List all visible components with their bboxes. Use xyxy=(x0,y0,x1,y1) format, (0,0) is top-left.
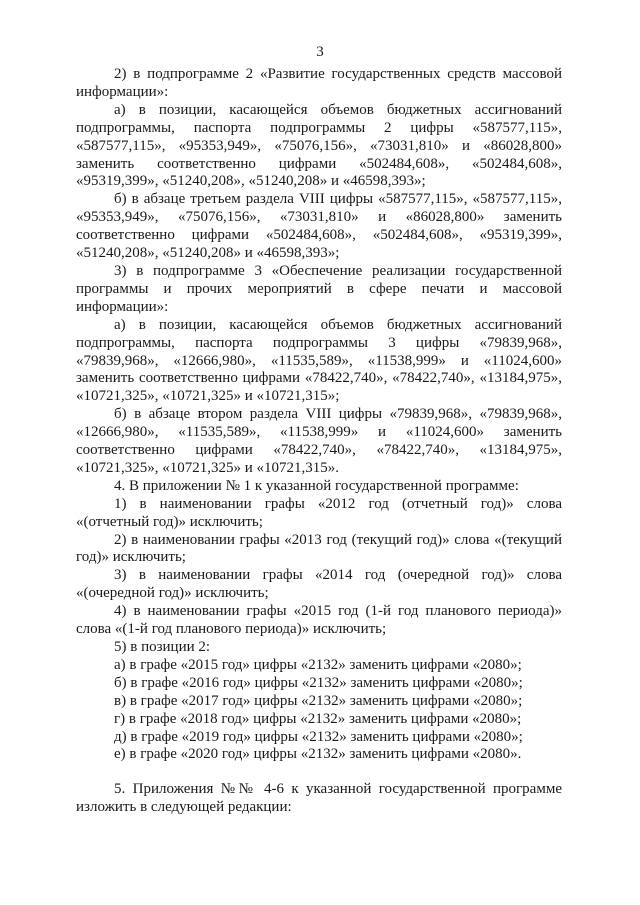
paragraph-item-5-v: в) в графе «2017 год» цифры «2132» заменить цифрами «2080»; xyxy=(114,692,523,709)
paragraph-appendix-1-item-3: 3) в наименовании графы «2014 год (очередной год)» слова «(очередной год)» исключить; xyxy=(76,567,562,602)
paragraph-item-5-a: а) в графе «2015 год» цифры «2132» заменить цифрами «2080»; xyxy=(114,656,522,673)
paragraph-item-5-d: д) в графе «2019 год» цифры «2132» заменить цифрами «2080»; xyxy=(114,728,523,745)
page-number: 3 xyxy=(316,44,324,60)
paragraph-subprogram-3-item-a: а) в позиции, касающейся объемов бюджетных ассигнований подпрограммы, паспорта подпрограммы 3 цифры «79839,968», «79839,968», «12666,980», «11535,589», «11538,999» и «11024,600» заменить соответственно цифрами «78422,740», «78422,740», «13184,975», «10721,325», «10721,325» и «10721,315»; xyxy=(76,316,562,405)
paragraph-appendices-4-6: 5. Приложения №№ 4-6 к указанной государственной программе изложить в следующей редакции: xyxy=(76,781,562,816)
paragraph-item-5-g: г) в графе «2018 год» цифры «2132» заменить цифрами «2080»; xyxy=(114,710,522,727)
paragraph-subprogram-2-item-b: б) в абзаце третьем раздела VIII цифры «587577,115», «587577,115», «95353,949», «75076,156», «73031,810» и «86028,800» заменить соответственно цифрами «502484,608», «502484,608», «95319,399», «51240,208», «51240,208» и «46598,393»; xyxy=(76,191,562,262)
paragraph-item-5-e: е) в графе «2020 год» цифры «2132» заменить цифрами «2080». xyxy=(114,746,522,763)
paragraph-appendix-1: 4. В приложении № 1 к указанной государственной программе: xyxy=(114,477,519,494)
paragraph-item-5-b: б) в графе «2016 год» цифры «2132» заменить цифрами «2080»; xyxy=(114,674,523,691)
paragraph-appendix-1-item-1: 1) в наименовании графы «2012 год (отчетный год)» слова «(отчетный год)» исключить; xyxy=(76,495,562,530)
paragraph-subprogram-3-item-b: б) в абзаце втором раздела VIII цифры «79839,968», «79839,968», «12666,980», «11535,589», «11538,999» и «11024,600» заменить соответственно цифрами «78422,740», «78422,740», «13184,975», «10721,325», «10721,325» и «10721,315». xyxy=(76,406,562,476)
paragraph-subprogram-3: 3) в подпрограмме 3 «Обеспечение реализации государственной программы и прочих мероприятий в сфере печати и массовой информации»: xyxy=(76,262,562,315)
paragraph-appendix-1-item-4: 4) в наименовании графы «2015 год (1-й год планового периода)» слова «(1-й год планового периода)» исключить; xyxy=(76,603,562,638)
paragraph-subprogram-2: 2) в подпрограмме 2 «Развитие государственных средств массовой информации»: xyxy=(76,66,562,100)
document-body xyxy=(76,66,562,817)
paragraph-appendix-1-item-2: 2) в наименовании графы «2013 год (текущий год)» слова «(текущий год)» исключить; xyxy=(76,531,562,566)
paragraph-subprogram-2-item-a: а) в позиции, касающейся объемов бюджетных ассигнований подпрограммы, паспорта подпрограммы 2 цифры «587577,115», «587577,115», «95353,949», «75076,156», «73031,810» и «86028,800» заменить соответственно цифрами «502484,608», «502484,608», «95319,399», «51240,208», «51240,208» и «46598,393»; xyxy=(76,101,562,190)
paragraph-appendix-1-item-5: 5) в позиции 2: xyxy=(114,639,211,655)
